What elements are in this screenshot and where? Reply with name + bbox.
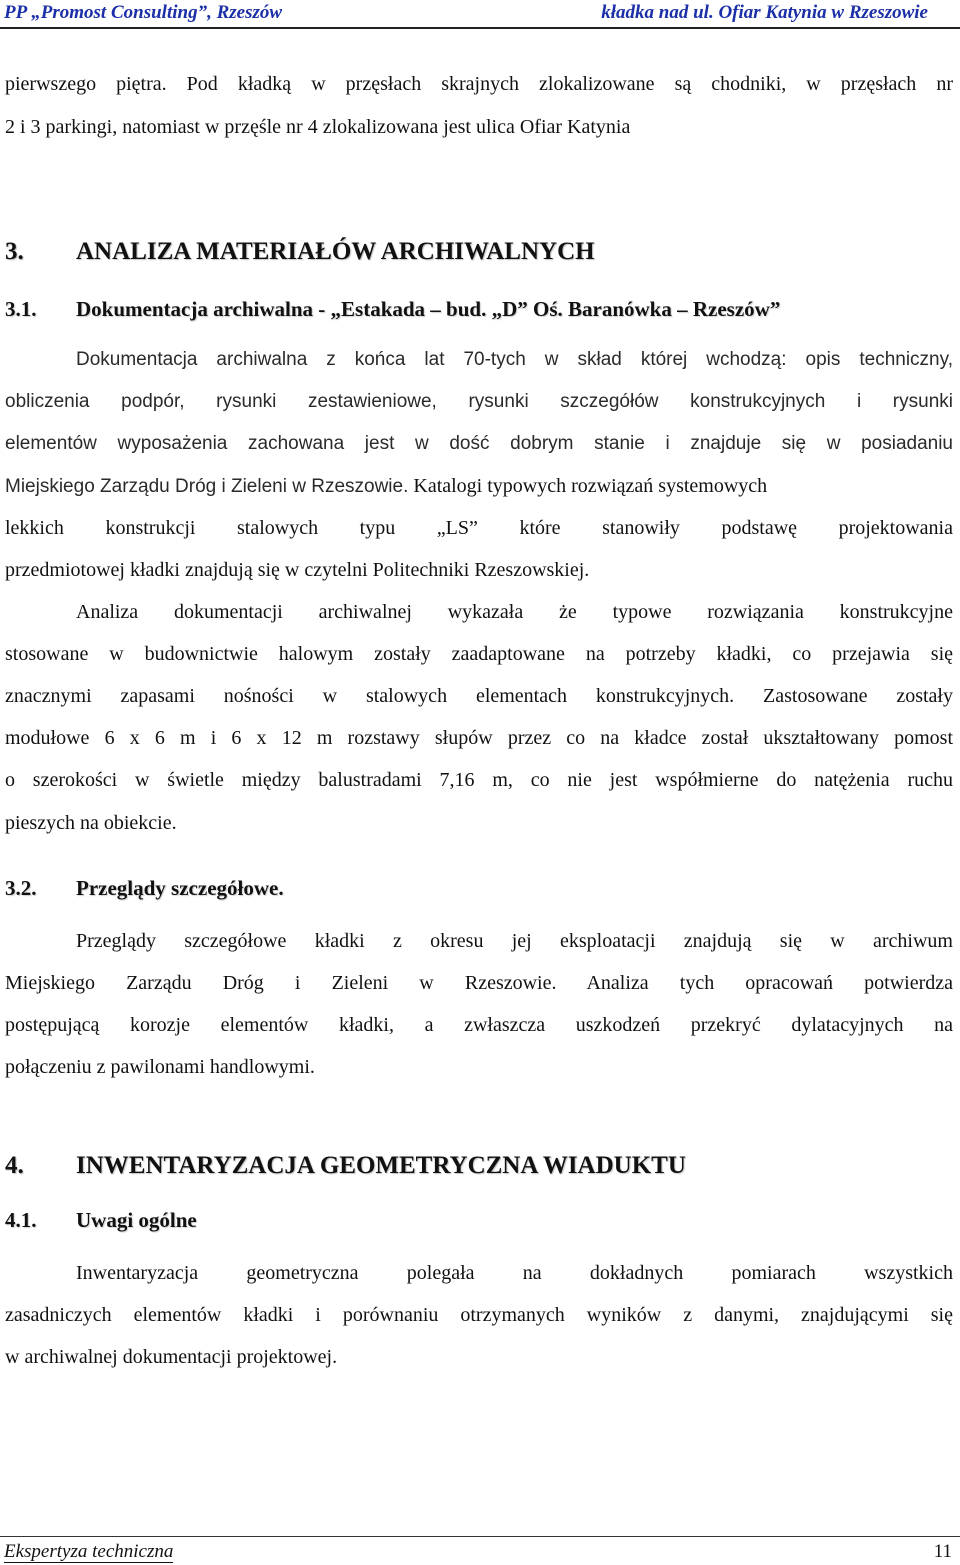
section-3-2-number: 3.2. (5, 876, 37, 900)
footer-title (4, 1541, 173, 1563)
para-3-1b-line-4: modułowe 6 x 6 m i 6 x 12 m rozstawy słupów przez co na kładce został ukształtowany pomost (5, 727, 953, 749)
intro-line-1: pierwszego piętra. Pod kładką w przęsłach skrajnych zlokalizowane są chodniki, w przęsłach nr (5, 73, 953, 95)
para-3-1-line-6: przedmiotowej kładki znajdują się w czytelni Politechniki Rzeszowskiej. (5, 559, 590, 581)
para-3-1b-line-5: o szerokości w świetle między balustradami 7,16 m, co nie jest współmierne do natężenia ruchu (5, 769, 953, 791)
section-3-title: ANALIZA MATERIAŁÓW ARCHIWALNYCH (76, 238, 595, 265)
para-4-1-line-1: Inwentaryzacja geometryczna polegała na dokładnych pomiarach wszystkich (76, 1262, 953, 1284)
footer-title-text: Ekspertyza techniczna (4, 1541, 174, 1562)
para-3-1b-line-6: pieszych na obiekcie. (5, 812, 177, 834)
section-4-1-title: Uwagi ogólne (76, 1208, 197, 1232)
section-4-title: INWENTARYZACJA GEOMETRYCZNA WIADUKTU (76, 1152, 686, 1179)
para-3-1b-line-1: Analiza dokumentacji archiwalnej wykazała że typowe rozwiązania konstrukcyjne (76, 601, 953, 623)
header-right-title: kładka nad ul. Ofiar Katynia w Rzeszowie (601, 2, 928, 23)
para-3-1-line-1: Dokumentacja archiwalna z końca lat 70-tych w skład której wchodzą: opis techniczny, (76, 349, 953, 370)
para-3-1-line-2: obliczenia podpór, rysunki zestawieniowe, rysunki szczegółów konstrukcyjnych i rysunki (5, 391, 953, 412)
para-3-1b-line-3: znacznymi zapasami nośności w stalowych elementach konstrukcyjnych. Zastosowane zostały (5, 685, 953, 707)
para-3-1-line-3: elementów wyposażenia zachowana jest w dość dobrym stanie i znajduje się w posiadaniu (5, 433, 953, 454)
para-4-1-line-2: zasadniczych elementów kładki i porównaniu otrzymanych wyników z danymi, znajdującymi się (5, 1304, 953, 1326)
intro-line-2: 2 i 3 parkingi, natomiast w przęśle nr 4 zlokalizowana jest ulica Ofiar Katynia (5, 116, 631, 138)
section-3-1-title: Dokumentacja archiwalna - „Estakada – bud. „D” Oś. Baranówka – Rzeszów” (76, 297, 781, 321)
para-3-2-line-2: Miejskiego Zarządu Dróg i Zieleni w Rzeszowie. Analiza tych opracowań potwierdza (5, 972, 953, 994)
section-3-number: 3. (5, 238, 24, 265)
footer-divider (0, 1536, 960, 1537)
para-3-1-line-5: lekkich konstrukcji stalowych typu „LS” które stanowiły podstawę projektowania (5, 517, 953, 539)
para-4-1-line-3: w archiwalnej dokumentacji projektowej. (5, 1346, 338, 1368)
section-3-2-title: Przeglądy szczegółowe. (76, 876, 284, 900)
header-divider (0, 27, 960, 29)
section-3-1-number: 3.1. (5, 297, 37, 321)
page-number: 11 (933, 1541, 952, 1562)
para-3-1b-line-2: stosowane w budownictwie halowym zostały zaadaptowane na potrzeby kładki, co przejawia się (5, 643, 953, 665)
para-3-2-line-4: połączeniu z pawilonami handlowymi. (5, 1056, 315, 1078)
para-3-2-line-3: postępującą korozje elementów kładki, a zwłaszcza uszkodzeń przekryć dylatacyjnych na (5, 1014, 953, 1036)
header-left-title: PP „Promost Consulting”, Rzeszów (4, 2, 283, 23)
para-3-1-line-4-start: Miejskiego Zarządu Dróg i Zieleni w Rzeszowie. (5, 476, 409, 497)
para-3-1-line-4-end: Katalogi typowych rozwiązań systemowych (413, 475, 768, 497)
section-4-1-number: 4.1. (5, 1208, 37, 1232)
para-3-1-line-4 (5, 474, 767, 499)
section-4-number: 4. (5, 1152, 24, 1179)
para-3-2-line-1: Przeglądy szczegółowe kładki z okresu jej eksploatacji znajdują się w archiwum (76, 930, 953, 952)
